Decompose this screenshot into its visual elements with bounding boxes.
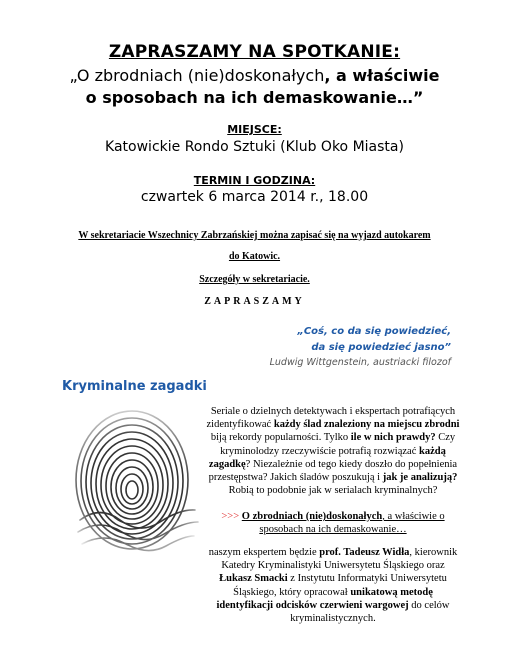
p3-text-a: naszym ekspertem będzie — [208, 547, 320, 558]
p3-bold-b: prof. Tadeusz Widła — [319, 547, 410, 558]
info-line-2: do Katowic. — [228, 251, 281, 262]
subtitle-part-1: „O zbrodniach (nie)doskonałych — [69, 66, 325, 85]
fingerprint-icon — [60, 410, 210, 560]
date-label: TERMIN I GODZINA: — [193, 174, 316, 187]
p1-text-e: Czy kryminolodzy rzeczywiście potrafią rozwiązać — [220, 432, 456, 457]
p1-bold-h: jak je analizują? — [382, 472, 458, 484]
p1-bold-f: każdą zagadkę — [208, 445, 446, 470]
body-paragraph-1 — [204, 405, 462, 497]
quote-line-2: da się powiedzieć jasno” — [311, 342, 451, 353]
p3-bold-d: Łukasz Smacki — [219, 573, 288, 585]
p3-text-c: , kierownik Katedry Kryminalistyki Uniwersytetu Śląskiego oraz — [221, 547, 458, 572]
p1-text-c: biją rekordy popularności. Tylko — [210, 432, 351, 444]
p3-text-e: z Instytutu Informatyki Uniwersytetu Śląskiego, który opracował — [233, 573, 447, 598]
date-value: czwartek 6 marca 2014 r., 18.00 — [140, 189, 369, 205]
arrow-marker: >>> — [221, 511, 240, 522]
p1-text-i: Robią to podobnie jak w serialach kryminalnych? — [228, 485, 438, 497]
quote-author: Ludwig Wittgenstein, austriacki filozof — [269, 357, 451, 368]
p2-event-title: O zbrodniach (nie)doskonałych — [241, 511, 383, 522]
subtitle-line-2: o sposobach na ich demaskowanie…” — [85, 88, 424, 107]
p1-text-a: Seriale o dzielnych detektywach i ekspertach potrafiących zidentyfikować — [206, 406, 456, 431]
body-paragraph-2 — [204, 510, 462, 536]
place-label: MIEJSCE: — [227, 123, 282, 136]
subtitle-part-2: , a właściwie — [324, 66, 440, 85]
quote-line-1: „Coś, co da się powiedzieć, — [297, 326, 451, 337]
p1-bold-d: ile w nich prawdy? — [350, 432, 436, 444]
info-line-3: Szczegóły w sekretariacie. — [199, 274, 310, 285]
invite-text: ZAPRASZAMY — [204, 296, 305, 307]
p1-bold-b: każdy ślad znaleziony na miejscu zbrodni — [273, 419, 460, 431]
event-subtitle — [0, 65, 509, 109]
info-line-1: W sekretariacie Wszechnicy Zabrzańskiej można zapisać się na wyjazd autokarem — [78, 230, 431, 241]
p1-text-g: ? Niezależnie od tego kiedy doszło do popełnienia przestępstwa? Jakich śladów poszukują i — [208, 458, 458, 484]
place-value: Katowickie Rondo Sztuki (Klub Oko Miasta) — [105, 139, 404, 155]
p2-text-c: , a właściwie o sposobach na ich demaskowanie… — [259, 511, 445, 536]
section-title: Kryminalne zagadki — [62, 379, 207, 394]
p3-bold-f: unikatową metodę identyfikacji odcisków czerwieni wargowej — [216, 586, 433, 611]
page-title: ZAPRASZAMY NA SPOTKANIE: — [108, 42, 401, 62]
body-paragraph-3 — [204, 546, 462, 625]
p3-text-g: do celów kryminalistycznych. — [290, 599, 450, 625]
